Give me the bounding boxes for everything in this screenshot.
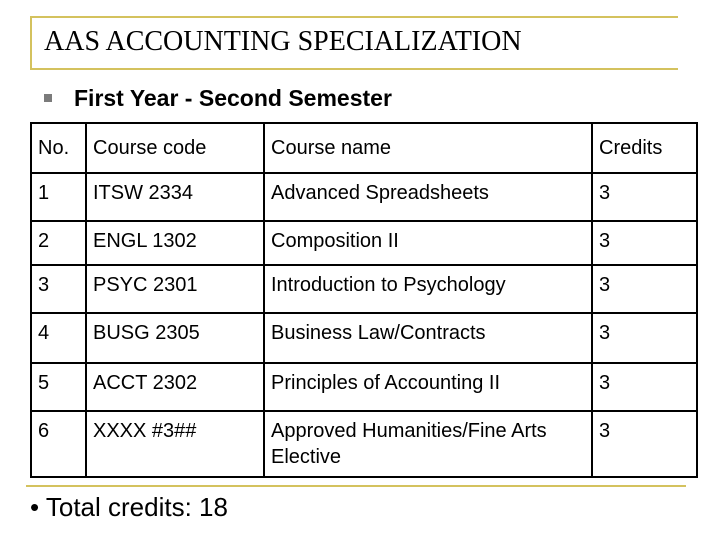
- cell-course-code: XXXX #3##: [86, 411, 264, 477]
- total-credits-label: Total credits: 18: [45, 492, 228, 522]
- cell-course-name: Composition II: [264, 221, 592, 265]
- cell-credits: 3: [592, 313, 697, 363]
- cell-course-code: ITSW 2334: [86, 173, 264, 221]
- cell-number: 5: [31, 363, 86, 411]
- page-title: AAS ACCOUNTING SPECIALIZATION: [44, 26, 522, 57]
- table-row: [31, 313, 697, 363]
- title-frame-top: [30, 16, 678, 18]
- cell-course-name: Approved Humanities/Fine Arts Elective: [264, 411, 592, 477]
- cell-course-name: Advanced Spreadsheets: [264, 173, 592, 221]
- header-credits: Credits: [592, 123, 697, 173]
- title-underline: [30, 68, 678, 70]
- table-row: [31, 265, 697, 313]
- cell-course-code: ACCT 2302: [86, 363, 264, 411]
- table-header-row: [31, 123, 697, 173]
- cell-number: 2: [31, 221, 86, 265]
- cell-course-name: Principles of Accounting II: [264, 363, 592, 411]
- total-credits: [30, 492, 228, 523]
- course-table: [30, 122, 698, 478]
- cell-credits: 3: [592, 173, 697, 221]
- cell-number: 6: [31, 411, 86, 477]
- cell-credits: 3: [592, 363, 697, 411]
- cell-credits: 3: [592, 221, 697, 265]
- cell-course-code: BUSG 2305: [86, 313, 264, 363]
- cell-course-code: ENGL 1302: [86, 221, 264, 265]
- subtitle-row: [44, 84, 392, 112]
- table-row: [31, 173, 697, 221]
- bullet-icon: •: [30, 492, 40, 522]
- header-course-code: Course code: [86, 123, 264, 173]
- square-bullet-icon: [44, 94, 52, 102]
- cell-course-name: Introduction to Psychology: [264, 265, 592, 313]
- table-row: [31, 363, 697, 411]
- cell-number: 3: [31, 265, 86, 313]
- footer-divider: [26, 485, 686, 487]
- table-row: [31, 221, 697, 265]
- semester-heading: First Year - Second Semester: [74, 84, 392, 111]
- cell-credits: 3: [592, 265, 697, 313]
- cell-number: 4: [31, 313, 86, 363]
- cell-number: 1: [31, 173, 86, 221]
- header-number: No.: [31, 123, 86, 173]
- cell-credits: 3: [592, 411, 697, 477]
- cell-course-code: PSYC 2301: [86, 265, 264, 313]
- table-row: [31, 411, 697, 477]
- title-frame-left: [30, 16, 32, 70]
- cell-course-name: Business Law/Contracts: [264, 313, 592, 363]
- header-course-name: Course name: [264, 123, 592, 173]
